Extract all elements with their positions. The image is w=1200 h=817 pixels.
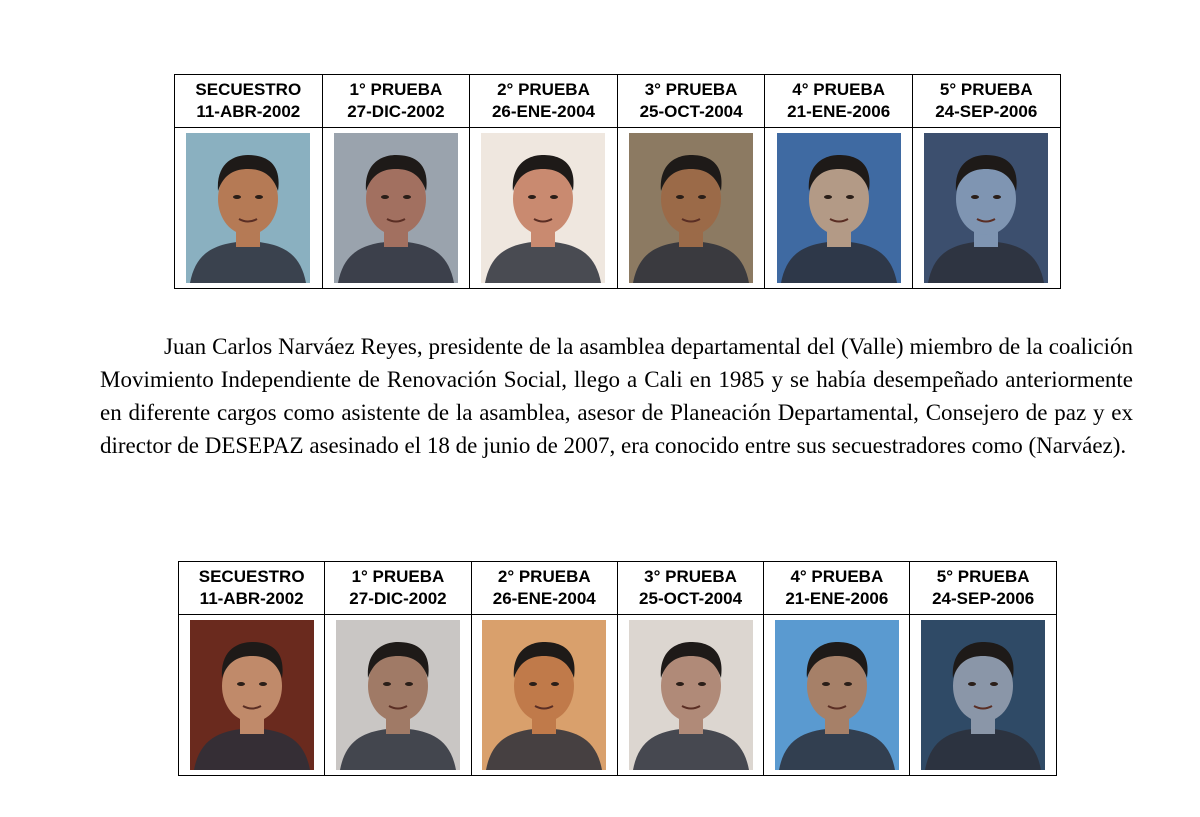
photo-cell — [617, 615, 763, 776]
eye — [528, 195, 536, 199]
photo-cell — [910, 615, 1056, 776]
photo-row — [179, 615, 1057, 776]
portrait-silhouette — [481, 133, 605, 283]
header-date: 26-ENE-2004 — [491, 102, 595, 121]
photo-cell — [179, 615, 325, 776]
portrait-silhouette — [186, 133, 310, 283]
portrait-photo — [481, 133, 605, 283]
portrait-silhouette — [921, 620, 1045, 770]
portrait-photo — [921, 620, 1045, 770]
portrait-photo — [924, 133, 1048, 283]
header-cell-proof-5 — [910, 562, 1056, 615]
portrait-silhouette — [777, 133, 901, 283]
eye — [237, 682, 245, 686]
header-date: 25-OCT-2004 — [639, 589, 743, 608]
photo-cell — [617, 128, 765, 289]
portrait-photo — [336, 620, 460, 770]
header-label: SECUESTRO — [195, 80, 302, 99]
eye — [822, 682, 830, 686]
portrait-silhouette — [190, 620, 314, 770]
header-row — [175, 75, 1061, 128]
eye — [233, 195, 241, 199]
header-cell-proof-2 — [470, 75, 618, 128]
eye — [698, 195, 706, 199]
header-cell-kidnapping — [175, 75, 323, 128]
eye — [990, 682, 998, 686]
photo-cell — [912, 128, 1060, 289]
photo-row — [175, 128, 1061, 289]
eye — [824, 195, 832, 199]
header-label: 1° PRUEBA — [351, 567, 445, 586]
header-cell-proof-2 — [471, 562, 617, 615]
portrait-photo — [190, 620, 314, 770]
portrait-silhouette — [336, 620, 460, 770]
portrait-silhouette — [334, 133, 458, 283]
portrait-silhouette — [629, 133, 753, 283]
header-label: 2° PRUEBA — [497, 80, 590, 99]
header-date: 27-DIC-2002 — [347, 102, 445, 121]
eye — [403, 195, 411, 199]
photo-cell — [471, 615, 617, 776]
header-date: 25-OCT-2004 — [639, 102, 743, 121]
portrait-silhouette — [924, 133, 1048, 283]
portrait-silhouette — [775, 620, 899, 770]
header-date: 11-ABR-2002 — [196, 102, 301, 121]
eye — [844, 682, 852, 686]
portrait-photo — [777, 133, 901, 283]
eye — [405, 682, 413, 686]
portrait-photo — [629, 133, 753, 283]
header-cell-kidnapping — [179, 562, 325, 615]
photo-cell — [175, 128, 323, 289]
header-cell-proof-1 — [325, 562, 471, 615]
header-date: 21-ENE-2006 — [787, 102, 891, 121]
header-cell-proof-3 — [617, 562, 763, 615]
eye — [968, 682, 976, 686]
photo-cell — [322, 128, 470, 289]
eye — [676, 682, 684, 686]
biography-paragraph: Juan Carlos Narváez Reyes, presidente de la asamblea departamental del (Valle) miembro de la coalición Movimiento Independiente de Renovación Social, llego a Cali en 1985 y se había desempeñado anteriormente en diferente cargos como asistente de la asamblea, asesor de Planeación Departamental, Consejero de paz y ex director de DESEPAZ asesinado el 18 de junio de 2007, era conocido entre sus secuestradores como (Narváez). — [100, 334, 1133, 458]
eye — [550, 195, 558, 199]
portrait-silhouette — [482, 620, 606, 770]
header-cell-proof-1 — [322, 75, 470, 128]
eye — [993, 195, 1001, 199]
portrait-silhouette — [629, 620, 753, 770]
eye — [259, 682, 267, 686]
header-cell-proof-5 — [912, 75, 1060, 128]
portrait-photo — [186, 133, 310, 283]
portrait-photo — [775, 620, 899, 770]
portrait-photo — [629, 620, 753, 770]
hostage-photos-table-bottom — [178, 561, 1057, 776]
header-label: 4° PRUEBA — [792, 80, 886, 99]
eye — [846, 195, 854, 199]
header-label: 5° PRUEBA — [939, 80, 1033, 99]
eye — [698, 682, 706, 686]
header-label: 3° PRUEBA — [644, 567, 737, 586]
header-cell-proof-3 — [617, 75, 765, 128]
eye — [255, 195, 263, 199]
header-row — [179, 562, 1057, 615]
portrait-photo — [334, 133, 458, 283]
header-label: SECUESTRO — [198, 567, 305, 586]
portrait-photo — [482, 620, 606, 770]
header-date: 26-ENE-2004 — [492, 589, 596, 608]
eye — [383, 682, 391, 686]
header-label: 5° PRUEBA — [936, 567, 1030, 586]
eye — [381, 195, 389, 199]
header-date: 24-SEP-2006 — [935, 102, 1038, 121]
eye — [551, 682, 559, 686]
eye — [529, 682, 537, 686]
photo-cell — [764, 615, 910, 776]
photo-cell — [765, 128, 913, 289]
header-label: 1° PRUEBA — [349, 80, 443, 99]
header-label: 2° PRUEBA — [497, 567, 591, 586]
header-date: 27-DIC-2002 — [349, 589, 447, 608]
header-date: 24-SEP-2006 — [932, 589, 1035, 608]
eye — [676, 195, 684, 199]
header-cell-proof-4 — [765, 75, 913, 128]
header-label: 3° PRUEBA — [644, 80, 738, 99]
eye — [971, 195, 979, 199]
photo-cell — [470, 128, 618, 289]
header-date: 11-ABR-2002 — [199, 589, 304, 608]
header-cell-proof-4 — [764, 562, 910, 615]
photo-cell — [325, 615, 471, 776]
header-label: 4° PRUEBA — [790, 567, 884, 586]
header-date: 21-ENE-2006 — [785, 589, 889, 608]
hostage-photos-table-top — [174, 74, 1061, 289]
